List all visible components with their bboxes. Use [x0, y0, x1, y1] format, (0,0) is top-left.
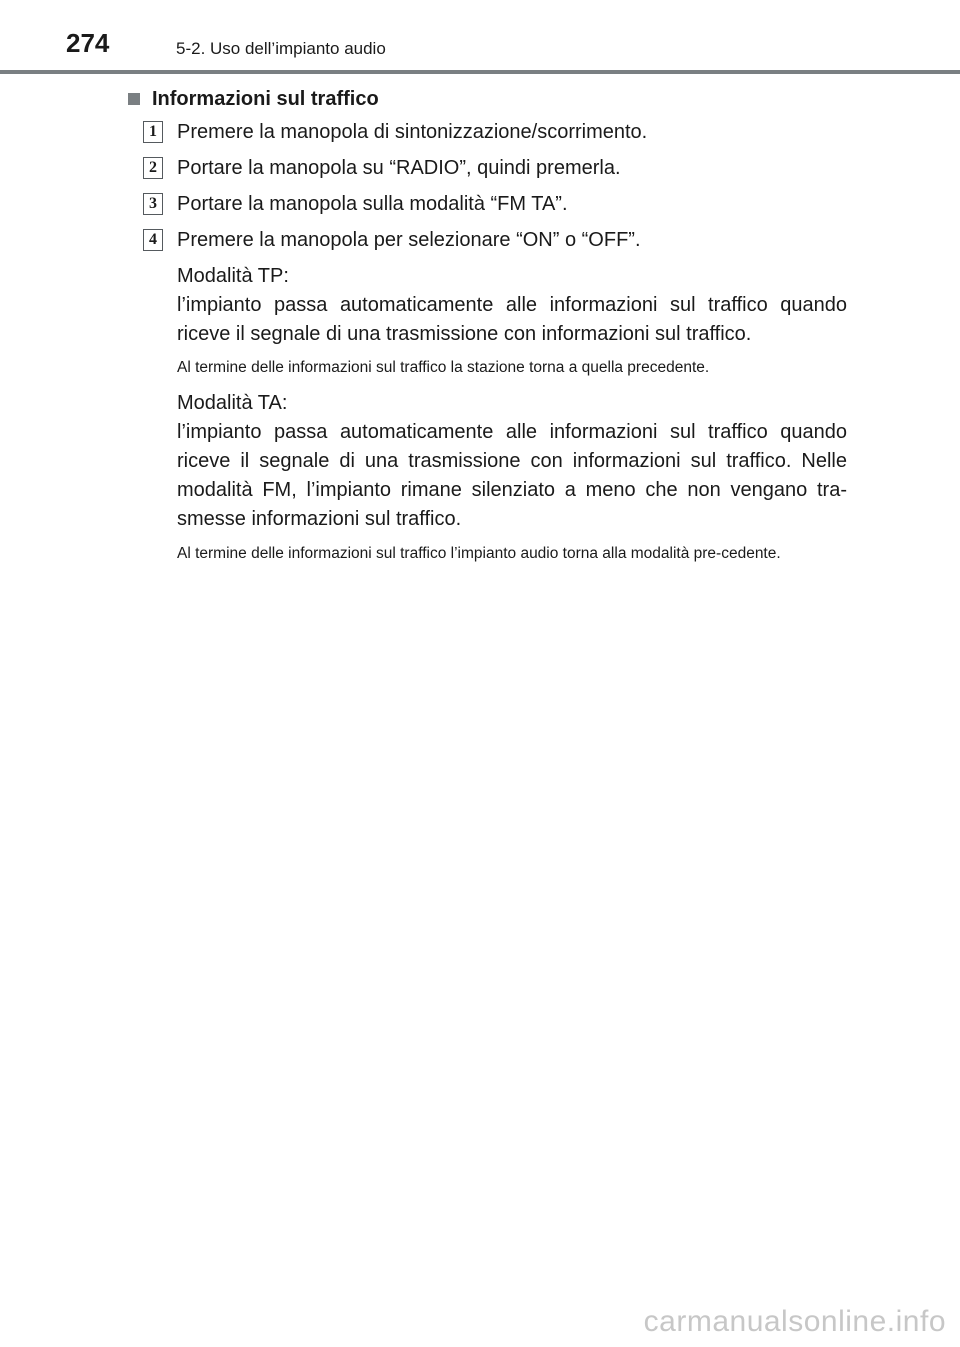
section-title: 5-2. Uso dell’impianto audio: [176, 39, 386, 58]
step-text: Premere la manopola per selezionare “ON” o “OFF”.: [177, 229, 641, 251]
step-number-badge: 3: [143, 193, 163, 215]
tp-mode-label: Modalità TP:: [177, 265, 289, 287]
step-text: Portare la manopola sulla modalità “FM TA”.: [177, 193, 568, 215]
tp-mode-block: [177, 262, 847, 349]
ta-mode-note: Al termine delle informazioni sul traffico l’impianto audio torna alla modalità pre-cedente.: [177, 545, 781, 562]
step-item: [143, 120, 647, 144]
step-text: Portare la manopola su “RADIO”, quindi premerla.: [177, 157, 621, 179]
step-item: [143, 192, 568, 216]
footer-watermark: carmanualsonline.info: [643, 1305, 946, 1338]
step-item: [143, 228, 641, 252]
section-heading: [128, 87, 379, 111]
step-text: Premere la manopola di sintonizzazione/scorrimento.: [177, 121, 648, 143]
page-header: [0, 0, 960, 76]
ta-mode-description: l’impianto passa automaticamente alle informazioni sul traffico quando riceve il segnale di una trasmissione con informazioni sul traffico. Nelle modalità FM, l’impianto rimane silenziato a meno che non vengano tra-smesse informazioni sul traffico.: [177, 421, 847, 530]
step-item: [143, 156, 621, 180]
page-number: 274: [66, 28, 110, 58]
ta-mode-label: Modalità TA:: [177, 392, 288, 414]
tp-mode-description: l’impianto passa automaticamente alle informazioni sul traffico quando riceve il segnale di una trasmissione con informazioni sul traffico.: [177, 294, 847, 345]
square-bullet-icon: [128, 93, 140, 105]
section-heading-text: Informazioni sul traffico: [152, 88, 379, 110]
ta-mode-block: [177, 389, 847, 534]
header-divider: [0, 70, 960, 74]
step-number-badge: 4: [143, 229, 163, 251]
step-number-badge: 2: [143, 157, 163, 179]
step-number-badge: 1: [143, 121, 163, 143]
tp-mode-note: Al termine delle informazioni sul traffico la stazione torna a quella precedente.: [177, 359, 710, 376]
